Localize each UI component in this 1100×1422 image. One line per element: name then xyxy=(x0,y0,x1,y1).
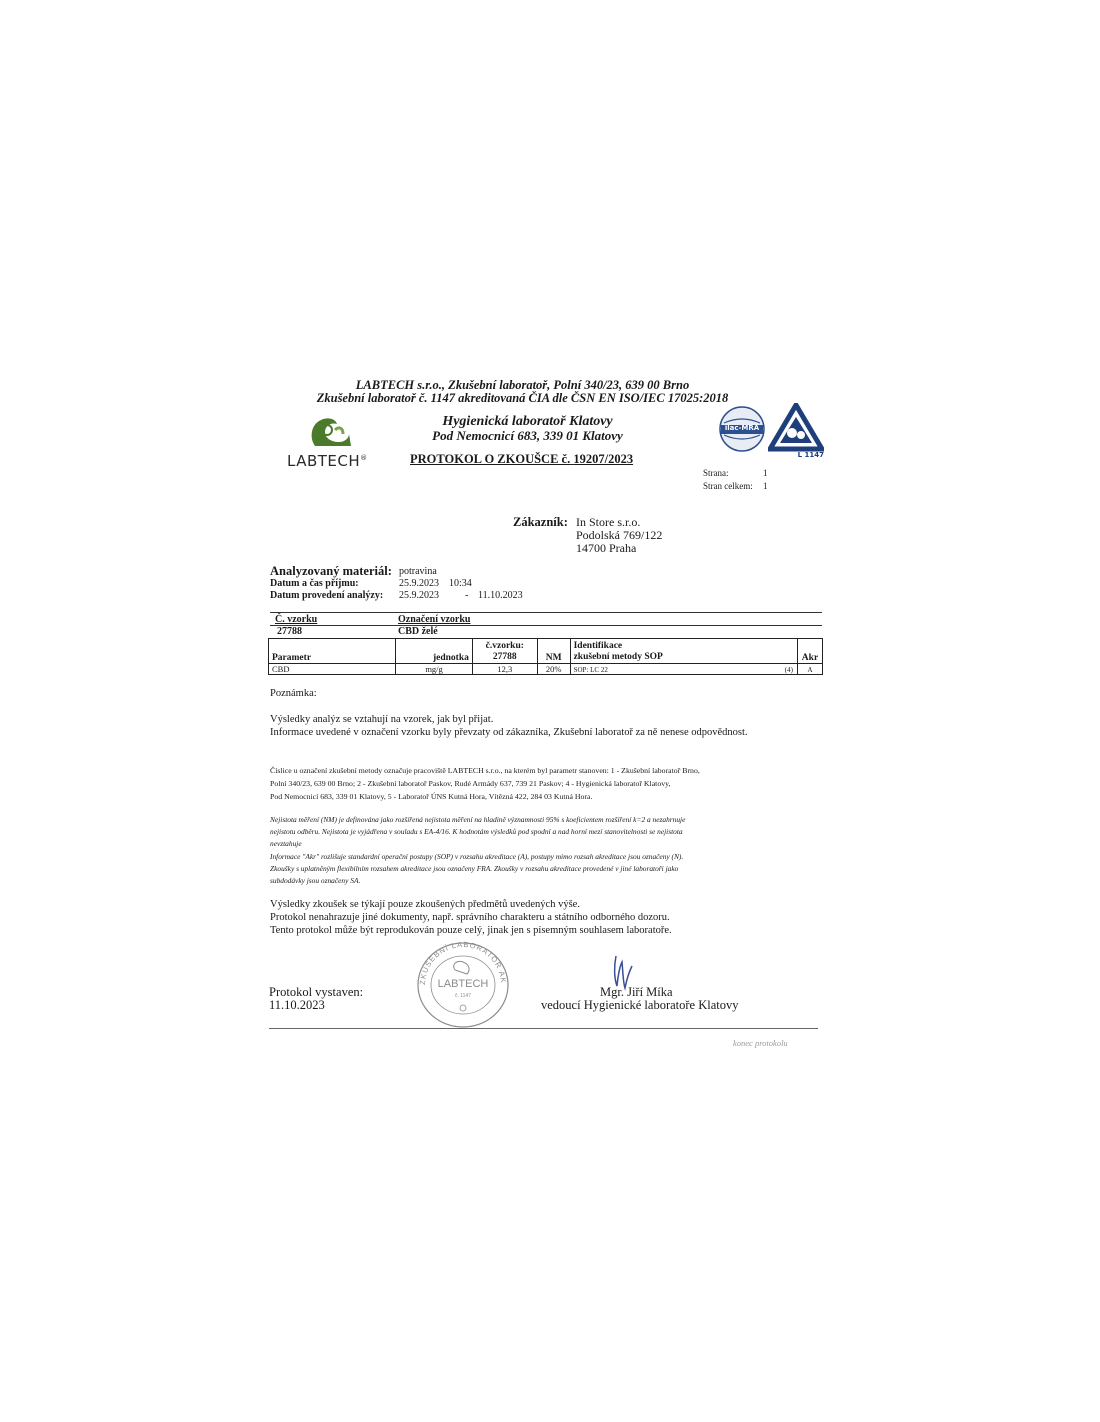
customer-name: In Store s.r.o. xyxy=(576,515,641,529)
page-value: 1 xyxy=(763,468,768,478)
divider-samples xyxy=(270,625,822,626)
th-vzorku-line1: č.vzorku: xyxy=(485,641,524,651)
cell-jednotka: mg/g xyxy=(396,664,473,675)
issued-date: 11.10.2023 xyxy=(269,998,325,1012)
divider-samples-top xyxy=(270,612,822,613)
footer-divider xyxy=(269,1028,818,1029)
cell-nm: 20% xyxy=(537,664,570,675)
stamp-center: LABTECH xyxy=(437,978,489,990)
final-note-2: Protokol nenahrazuje jiné dokumenty, např. správního charakteru a státního odborného dozoru. xyxy=(270,912,670,923)
cell-lab: (4) xyxy=(784,666,793,674)
ilac-mra-logo xyxy=(718,405,766,453)
results-header-row xyxy=(269,639,823,664)
table-row xyxy=(269,664,823,675)
labtech-logo: LABTECH® xyxy=(280,412,380,472)
header-line-1: LABTECH s.r.o., Zkušební laboratoř, Polní 340/23, 639 00 Brno xyxy=(355,378,690,392)
ilac-text: ilac-MRA xyxy=(724,424,760,432)
result-note-2: Informace uvedené v označení vzorku byly převzaty od zákazníka, Zkušební laboratoř za ně nenese odpovědnost. xyxy=(270,727,748,738)
protocol-label: PROTOKOL O ZKOUŠCE č. xyxy=(410,452,571,466)
nm-note-3: nevztahuje xyxy=(270,839,302,848)
material-value: potravina xyxy=(399,566,437,577)
received-time: 10:34 xyxy=(449,578,472,589)
labtech-logo-icon xyxy=(305,412,355,450)
sample-label: CBD želé xyxy=(398,626,438,637)
nm-note-2: nejistotu odběru. Nejistota je vyjádřena v souladu s EA-4/16. K hodnotám výsledků pod spodní a nad horní mezí stanovitelnosti se nejistota xyxy=(270,827,683,836)
th-nm: NM xyxy=(537,639,570,664)
th-akr: Akr xyxy=(797,639,822,664)
akr-note-3: subdodávky jsou označeny SA. xyxy=(270,876,361,885)
end-text: konec protokolu xyxy=(733,1038,788,1048)
final-note-3: Tento protokol může být reprodukován pouze celý, jinak jen s písemným souhlasem laboratoře. xyxy=(270,925,672,936)
customer-street: Podolská 769/122 xyxy=(576,528,663,542)
final-note-1: Výsledky zkoušek se týkají pouze zkoušených předmětů uvedených výše. xyxy=(270,899,580,910)
cell-value: 12,3 xyxy=(472,664,537,675)
numbers-note-2: Polní 340/23, 639 00 Brno; 2 - Zkušební laboratoř Paskov, Rudé Armády 637, 739 21 Paskov; 4 - Hygienická laboratoř Klatovy, xyxy=(270,779,671,788)
akr-note-1: Informace "Akr" rozlišuje standardní operační postupy (SOP) v rozsahu akreditace (A), postupy mimo rozsah akreditace jsou označeny (N). xyxy=(270,852,684,861)
cia-number: L 1147 xyxy=(797,451,824,459)
numbers-note-1: Číslice u označení zkušební metody označuje pracoviště LABTECH s.r.o., na kterém byl parametr stanoven: 1 - Zkušební laboratoř Brno, xyxy=(270,766,700,775)
cia-triangle-icon xyxy=(768,403,824,453)
cell-akr: A xyxy=(797,664,822,675)
th-vzorku xyxy=(472,639,537,664)
analysis-label: Datum provedení analýzy: xyxy=(270,590,384,601)
analysis-to: 11.10.2023 xyxy=(478,590,523,601)
th-ident-line2: zkušební metody SOP xyxy=(573,652,663,662)
logo-text: LABTECH xyxy=(287,452,361,470)
protocol-number: 19207/2023 xyxy=(573,452,634,466)
protocol-title xyxy=(410,452,633,467)
numbers-note-3: Pod Nemocnicí 683, 339 01 Klatovy, 5 - Laboratoř ÚNS Kutná Hora, Vítězná 422, 284 03 Kutná Hora. xyxy=(270,792,593,801)
th-vzorku-line2: 27788 xyxy=(492,652,517,662)
th-jednotka: jednotka xyxy=(396,639,473,664)
lab-name: Hygienická laboratoř Klatovy xyxy=(442,414,613,429)
lab-address: Pod Nemocnicí 683, 339 01 Klatovy xyxy=(432,428,623,443)
results-table xyxy=(268,638,823,675)
sample-col-number: Č. vzorku xyxy=(275,614,318,625)
customer-city: 14700 Praha xyxy=(576,541,637,555)
pages-total-label: Stran celkem: xyxy=(703,481,753,491)
sample-number: 27788 xyxy=(277,626,302,637)
cia-logo xyxy=(768,403,824,463)
th-ident-line1: Identifikace xyxy=(573,641,623,651)
note-label: Poznámka: xyxy=(270,688,317,699)
page-label: Strana: xyxy=(703,468,729,478)
material-label: Analyzovaný materiál: xyxy=(270,564,392,578)
received-label: Datum a čas příjmu: xyxy=(270,578,359,589)
th-parametr: Parametr xyxy=(269,639,396,664)
analysis-dash: - xyxy=(465,590,469,601)
cell-parametr: CBD xyxy=(269,664,396,675)
sample-col-label: Označení vzorku xyxy=(398,614,471,625)
issued-label: Protokol vystaven: xyxy=(269,985,364,999)
th-identifikace xyxy=(570,639,797,664)
signer-name: Mgr. Jiří Míka xyxy=(600,985,673,999)
cell-method-text: SOP: LC 22 xyxy=(573,666,608,674)
analysis-from: 25.9.2023 xyxy=(399,590,439,601)
header-line-2: Zkušební laboratoř č. 1147 akreditovaná ČIA dle ČSN EN ISO/IEC 17025:2018 xyxy=(316,391,729,405)
stamp-top-text: ZKUŠEBNÍ LABORATOŘ AK xyxy=(417,940,509,986)
akr-note-2: Zkoušky s uplatněným flexibilním rozsahem akreditace jsou označeny FRA. Zkoušky v rozsahu akreditace provedené v jiné laboratoři jako xyxy=(270,864,679,873)
received-date: 25.9.2023 xyxy=(399,578,439,589)
pages-total-value: 1 xyxy=(763,481,768,491)
cell-method xyxy=(570,664,797,675)
stamp-number: č. 1147 xyxy=(454,993,472,999)
signer-role: vedoucí Hygienické laboratoře Klatovy xyxy=(541,998,739,1012)
result-note-1: Výsledky analýz se vztahují na vzorek, jak byl přijat. xyxy=(270,714,494,725)
customer-label: Zákazník: xyxy=(513,515,568,529)
nm-note-1: Nejistota měření (NM) je definována jako rozšířená nejistota měření na hladině významnosti 95% s koeficientem rozšíření k=2 a nezahrnuje xyxy=(270,815,686,824)
accreditation-stamp xyxy=(415,940,511,1030)
